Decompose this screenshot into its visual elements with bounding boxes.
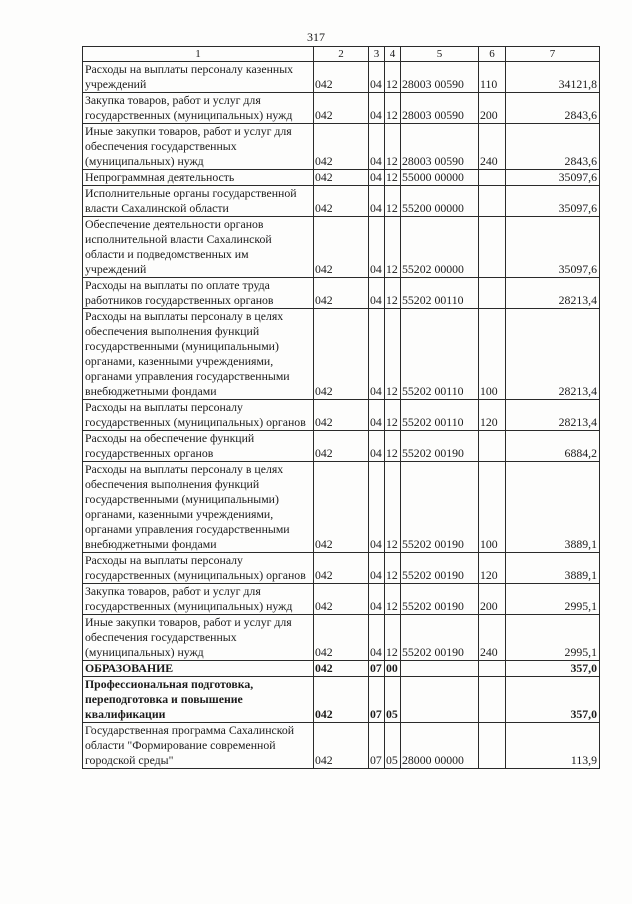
section-code-cell: 04 xyxy=(369,553,385,584)
amount-cell: 357,0 xyxy=(506,677,600,723)
ministry-code-cell: 042 xyxy=(314,62,369,93)
ministry-code-cell: 042 xyxy=(314,661,369,677)
column-header: 2 xyxy=(314,47,369,62)
ministry-code-cell: 042 xyxy=(314,615,369,661)
amount-cell: 3889,1 xyxy=(506,553,600,584)
table-row xyxy=(83,400,600,431)
table-row xyxy=(83,677,600,723)
target-article-cell: 55202 00190 xyxy=(401,553,479,584)
table-row xyxy=(83,186,600,217)
section-code-cell: 07 xyxy=(369,677,385,723)
expense-name-cell: Непрограммная деятельность xyxy=(83,170,314,186)
ministry-code-cell: 042 xyxy=(314,431,369,462)
section-code-cell: 04 xyxy=(369,309,385,400)
expense-name-cell: Расходы на выплаты персоналу в целях обеспечения выполнения функций государственными (муниципальными) органами, казенными учреждениями, органами управления государственными внебюджетными фондами xyxy=(83,309,314,400)
expense-type-cell: 110 xyxy=(479,62,506,93)
column-header: 5 xyxy=(401,47,479,62)
table-row xyxy=(83,217,600,278)
expense-name-cell: Государственная программа Сахалинской области "Формирование современной городской среды" xyxy=(83,723,314,769)
expense-type-cell: 120 xyxy=(479,400,506,431)
table-row xyxy=(83,309,600,400)
ministry-code-cell: 042 xyxy=(314,553,369,584)
expense-type-cell: 200 xyxy=(479,93,506,124)
expense-type-cell: 100 xyxy=(479,462,506,553)
target-article-cell: 55202 00190 xyxy=(401,462,479,553)
amount-cell: 3889,1 xyxy=(506,462,600,553)
expense-name-cell: Расходы на выплаты персоналу казенных учреждений xyxy=(83,62,314,93)
section-code-cell: 07 xyxy=(369,661,385,677)
ministry-code-cell: 042 xyxy=(314,217,369,278)
column-header: 4 xyxy=(385,47,401,62)
section-code-cell: 04 xyxy=(369,400,385,431)
expense-name-cell: Исполнительные органы государственной власти Сахалинской области xyxy=(83,186,314,217)
expense-name-cell: Расходы на выплаты по оплате труда работников государственных органов xyxy=(83,278,314,309)
ministry-code-cell: 042 xyxy=(314,309,369,400)
expense-name-cell: ОБРАЗОВАНИЕ xyxy=(83,661,314,677)
amount-cell: 28213,4 xyxy=(506,278,600,309)
target-article-cell: 55202 00110 xyxy=(401,400,479,431)
target-article-cell: 28003 00590 xyxy=(401,124,479,170)
subsection-code-cell: 12 xyxy=(385,462,401,553)
expense-type-cell: 240 xyxy=(479,124,506,170)
expense-type-cell xyxy=(479,723,506,769)
subsection-code-cell: 12 xyxy=(385,124,401,170)
ministry-code-cell: 042 xyxy=(314,462,369,553)
target-article-cell: 55200 00000 xyxy=(401,186,479,217)
amount-cell: 2843,6 xyxy=(506,124,600,170)
table-row xyxy=(83,431,600,462)
expense-type-cell xyxy=(479,217,506,278)
expense-type-cell xyxy=(479,278,506,309)
subsection-code-cell: 12 xyxy=(385,186,401,217)
expense-name-cell: Расходы на выплаты персоналу государственных (муниципальных) органов xyxy=(83,400,314,431)
amount-cell: 2995,1 xyxy=(506,615,600,661)
target-article-cell: 28000 00000 xyxy=(401,723,479,769)
expense-type-cell: 240 xyxy=(479,615,506,661)
section-code-cell: 04 xyxy=(369,431,385,462)
expense-name-cell: Обеспечение деятельности органов исполнительной власти Сахалинской области и подведомственных им учреждений xyxy=(83,217,314,278)
subsection-code-cell: 12 xyxy=(385,93,401,124)
target-article-cell xyxy=(401,677,479,723)
expense-name-cell: Иные закупки товаров, работ и услуг для обеспечения государственных (муниципальных) нужд xyxy=(83,124,314,170)
expense-name-cell: Расходы на выплаты персоналу в целях обеспечения выполнения функций государственными (муниципальными) органами, казенными учреждениями, органами управления государственными внебюджетными фондами xyxy=(83,462,314,553)
ministry-code-cell: 042 xyxy=(314,278,369,309)
page-number: 317 xyxy=(307,30,325,44)
subsection-code-cell: 12 xyxy=(385,278,401,309)
expense-name-cell: Расходы на обеспечение функций государственных органов xyxy=(83,431,314,462)
amount-cell: 357,0 xyxy=(506,661,600,677)
amount-cell: 2843,6 xyxy=(506,93,600,124)
table-row xyxy=(83,124,600,170)
ministry-code-cell: 042 xyxy=(314,400,369,431)
subsection-code-cell: 05 xyxy=(385,723,401,769)
amount-cell: 6884,2 xyxy=(506,431,600,462)
column-header: 1 xyxy=(83,47,314,62)
section-code-cell: 04 xyxy=(369,217,385,278)
subsection-code-cell: 00 xyxy=(385,661,401,677)
subsection-code-cell: 12 xyxy=(385,431,401,462)
table-row xyxy=(83,62,600,93)
expense-type-cell xyxy=(479,170,506,186)
expense-name-cell: Закупка товаров, работ и услуг для государственных (муниципальных) нужд xyxy=(83,584,314,615)
target-article-cell: 55202 00110 xyxy=(401,309,479,400)
column-header: 7 xyxy=(506,47,600,62)
expense-type-cell xyxy=(479,661,506,677)
target-article-cell: 55202 00190 xyxy=(401,615,479,661)
subsection-code-cell: 12 xyxy=(385,400,401,431)
subsection-code-cell: 05 xyxy=(385,677,401,723)
table-row xyxy=(83,615,600,661)
column-number-row xyxy=(83,47,600,62)
target-article-cell: 55202 00110 xyxy=(401,278,479,309)
table-row xyxy=(83,661,600,677)
ministry-code-cell: 042 xyxy=(314,723,369,769)
section-code-cell: 04 xyxy=(369,615,385,661)
subsection-code-cell: 12 xyxy=(385,553,401,584)
section-code-cell: 04 xyxy=(369,62,385,93)
section-code-cell: 04 xyxy=(369,170,385,186)
target-article-cell: 28003 00590 xyxy=(401,93,479,124)
subsection-code-cell: 12 xyxy=(385,584,401,615)
table-row xyxy=(83,462,600,553)
target-article-cell: 55202 00000 xyxy=(401,217,479,278)
amount-cell: 34121,8 xyxy=(506,62,600,93)
target-article-cell: 28003 00590 xyxy=(401,62,479,93)
budget-table xyxy=(82,46,600,769)
table-row xyxy=(83,584,600,615)
ministry-code-cell: 042 xyxy=(314,124,369,170)
section-code-cell: 07 xyxy=(369,723,385,769)
table-row xyxy=(83,553,600,584)
subsection-code-cell: 12 xyxy=(385,170,401,186)
subsection-code-cell: 12 xyxy=(385,62,401,93)
section-code-cell: 04 xyxy=(369,278,385,309)
amount-cell: 35097,6 xyxy=(506,170,600,186)
amount-cell: 28213,4 xyxy=(506,400,600,431)
expense-name-cell: Профессиональная подготовка, переподготовка и повышение квалификации xyxy=(83,677,314,723)
expense-type-cell: 120 xyxy=(479,553,506,584)
subsection-code-cell: 12 xyxy=(385,615,401,661)
expense-type-cell xyxy=(479,431,506,462)
section-code-cell: 04 xyxy=(369,93,385,124)
column-header: 6 xyxy=(479,47,506,62)
table-row xyxy=(83,723,600,769)
table-row xyxy=(83,278,600,309)
table-row xyxy=(83,170,600,186)
expense-type-cell xyxy=(479,677,506,723)
section-code-cell: 04 xyxy=(369,186,385,217)
amount-cell: 35097,6 xyxy=(506,217,600,278)
section-code-cell: 04 xyxy=(369,124,385,170)
subsection-code-cell: 12 xyxy=(385,217,401,278)
subsection-code-cell: 12 xyxy=(385,309,401,400)
ministry-code-cell: 042 xyxy=(314,677,369,723)
ministry-code-cell: 042 xyxy=(314,186,369,217)
expense-type-cell xyxy=(479,186,506,217)
amount-cell: 113,9 xyxy=(506,723,600,769)
expense-type-cell: 100 xyxy=(479,309,506,400)
section-code-cell: 04 xyxy=(369,462,385,553)
ministry-code-cell: 042 xyxy=(314,93,369,124)
ministry-code-cell: 042 xyxy=(314,170,369,186)
target-article-cell: 55202 00190 xyxy=(401,584,479,615)
expense-name-cell: Расходы на выплаты персоналу государственных (муниципальных) органов xyxy=(83,553,314,584)
amount-cell: 35097,6 xyxy=(506,186,600,217)
expense-name-cell: Иные закупки товаров, работ и услуг для обеспечения государственных (муниципальных) нужд xyxy=(83,615,314,661)
amount-cell: 2995,1 xyxy=(506,584,600,615)
target-article-cell: 55000 00000 xyxy=(401,170,479,186)
expense-type-cell: 200 xyxy=(479,584,506,615)
amount-cell: 28213,4 xyxy=(506,309,600,400)
expense-name-cell: Закупка товаров, работ и услуг для государственных (муниципальных) нужд xyxy=(83,93,314,124)
column-header: 3 xyxy=(369,47,385,62)
ministry-code-cell: 042 xyxy=(314,584,369,615)
table-row xyxy=(83,93,600,124)
target-article-cell xyxy=(401,661,479,677)
target-article-cell: 55202 00190 xyxy=(401,431,479,462)
section-code-cell: 04 xyxy=(369,584,385,615)
